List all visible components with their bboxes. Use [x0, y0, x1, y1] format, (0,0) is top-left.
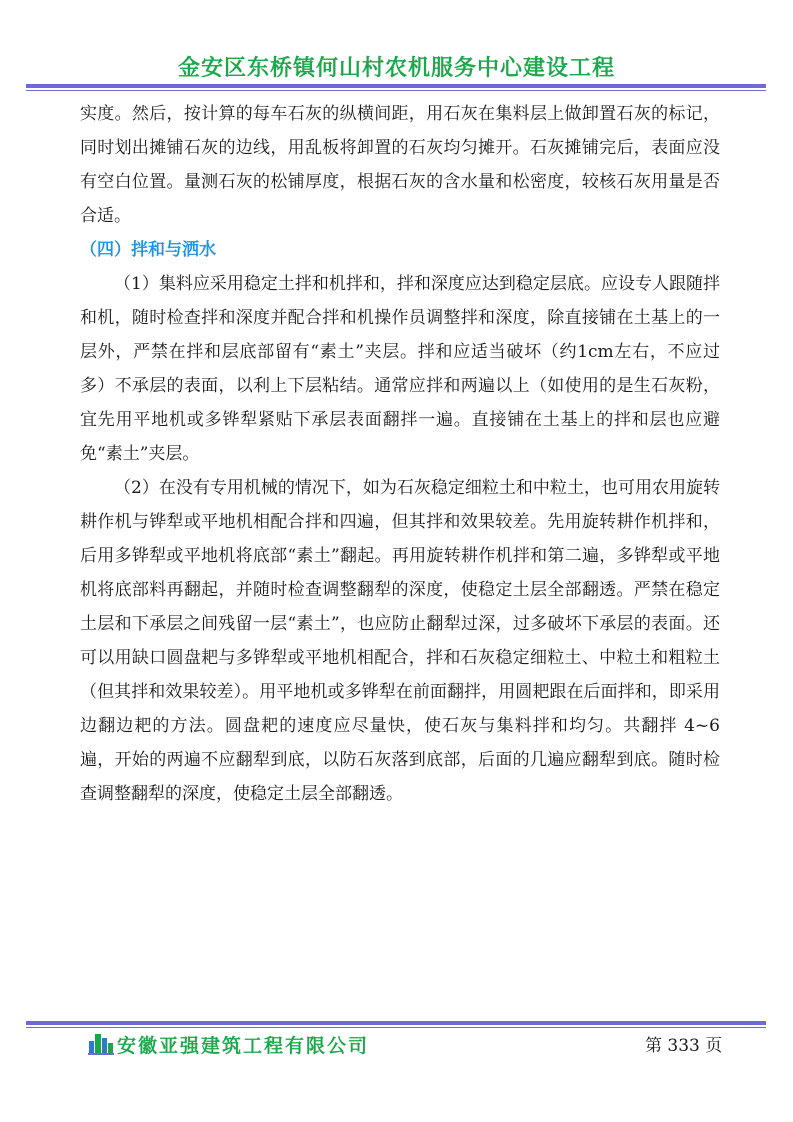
page-number: 第 333 页 [645, 1036, 723, 1056]
paragraph-continuation: 实度。然后，按计算的每车石灰的纵横间距，用石灰在集料层上做卸置石灰的标记，同时划出摊铺石灰的边线，用乱板将卸置的石灰均匀摊开。石灰摊铺完后，表面应没有空白位置。量测石灰的松铺厚度，根据石灰的含水量和松密度，较核石灰用量是否合适。 [80, 104, 720, 226]
header-divider [26, 84, 766, 91]
paragraph-item-1: （1）集料应采用稳定土拌和机拌和，拌和深度应达到稳定层底。应设专人跟随拌和机，随时检查拌和深度并配合拌和机操作员调整拌和深度，除直接铺在土基上的一层外，严禁在拌和层底部留有“素土”夹层。拌和应适当破坏（约1cm左右，不应过多）不承层的表面，以利上下层粘结。通常应拌和两遍以上（如使用的是生石灰粉，宜先用平地机或多铧犁紧贴下承层表面翻拌一遍。直接铺在土基上的拌和层也应避免“素土”夹层。 [80, 274, 720, 464]
page-header-title: 金安区东桥镇何山村农机服务中心建设工程 [177, 56, 615, 81]
section-heading: （四）拌和与洒水 [80, 240, 216, 260]
building-logo-icon [88, 1031, 114, 1055]
footer-company-name: 安徽亚强建筑工程有限公司 [117, 1035, 370, 1057]
paragraph-item-2: （2）在没有专用机械的情况下，如为石灰稳定细粒土和中粒土，也可用农用旋转耕作机与铧犁或平地机相配合拌和四遍，但其拌和效果较差。先用旋转耕作机拌和，后用多铧犁或平地机将底部“素土”翻起。再用旋转耕作机拌和第二遍，多铧犁或平地机将底部料再翻起，并随时检查调整翻犁的深度，使稳定土层全部翻透。严禁在稳定土层和下承层之间残留一层“素土”，也应防止翻犁过深，过多破坏下承层的表面。还可以用缺口圆盘耙与多铧犁或平地机相配合，拌和石灰稳定细粒土、中粒土和粗粒土（但其拌和效果较差）。用平地机或多铧犁在前面翻拌，用圆耙跟在后面拌和，即采用边翻边耙的方法。圆盘耙的速度应尽量快，使石灰与集料拌和均匀。共翻拌 4~6 遍，开始的两遍不应翻犁到底，以防石灰落到底部，后面的几遍应翻犁到底。随时检查调整翻犁的深度，使稳定土层全部翻透。 [80, 478, 720, 804]
footer-divider [26, 1021, 766, 1028]
document-body [80, 97, 720, 811]
